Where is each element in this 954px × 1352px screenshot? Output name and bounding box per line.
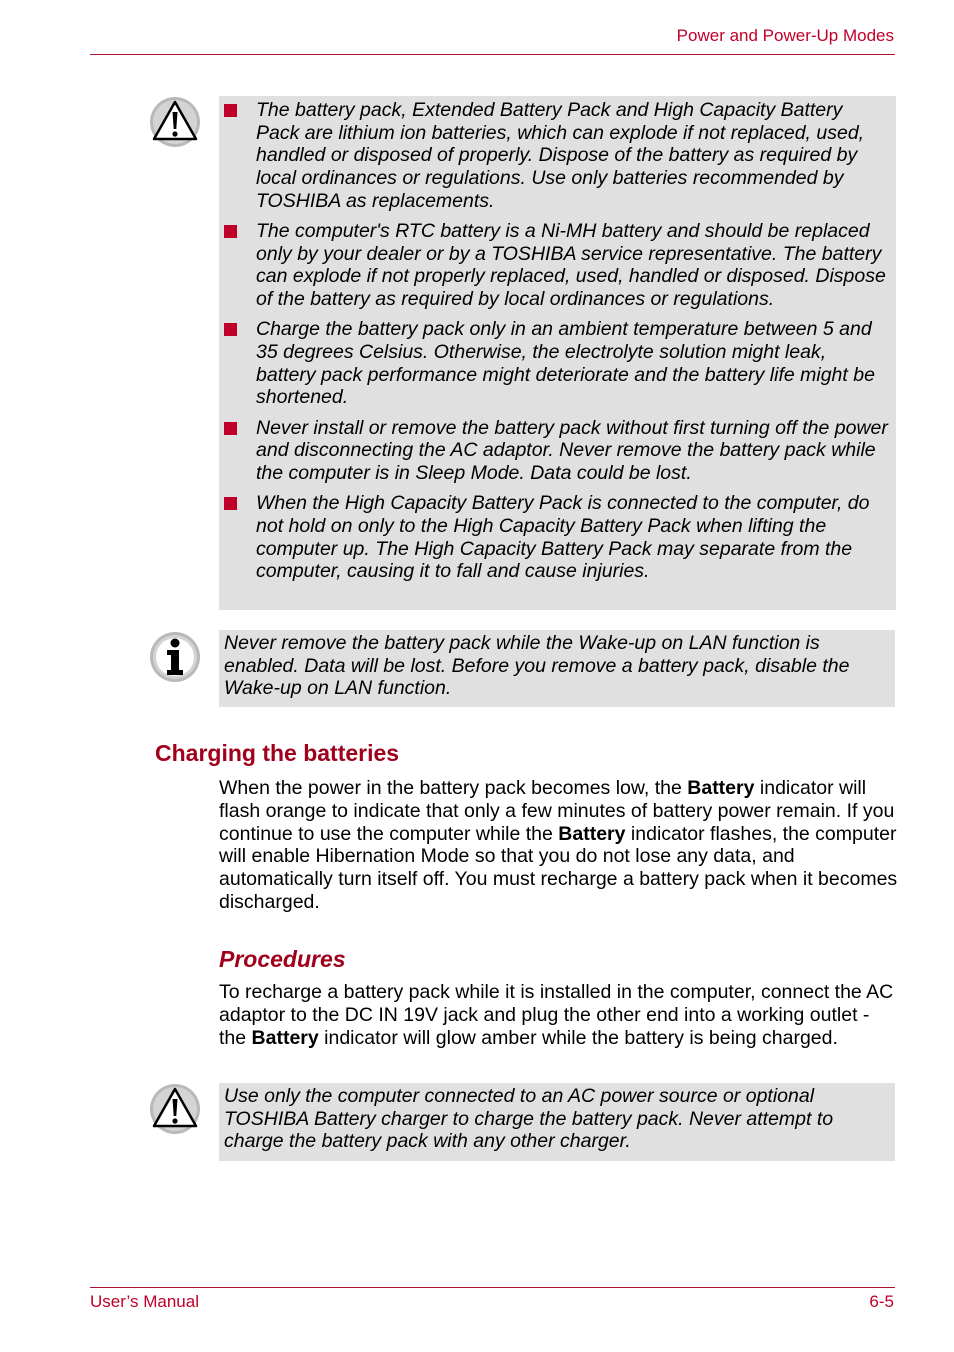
warning-bullet-text: The battery pack, Extended Battery Pack and High Capacity Battery Pack are lithium ion batteries, which can explode if not replaced, used, handled or disposed of properly. Dispose of the battery as required by local ordinances or regulations. Use only batteries recommended by TOSHIBA as replacements. [256, 99, 865, 212]
paragraph-text: indicator flashes, the computer will enable Hibernation Mode so that you do not lose any data, and automatically turn itself off. You must recharge a battery pack when it becomes discharged. [219, 822, 898, 913]
bullet-square-icon [224, 104, 237, 117]
battery-indicator-label: Battery [558, 822, 626, 845]
paragraph-text: When the power in the battery pack becomes low, the [219, 777, 688, 799]
bullet-square-icon [224, 323, 237, 336]
procedures-heading: Procedures [219, 946, 346, 972]
page-number: 6-5 [869, 1292, 894, 1311]
warning-note-text: Use only the computer connected to an AC power source or optional TOSHIBA Battery charger to charge the battery pack. Never attempt to charge the battery pack with any other charger. [224, 1085, 834, 1153]
warning-bullet-item [219, 417, 896, 485]
warning-bullet-item [219, 492, 896, 583]
warning-bullet-text: Charge the battery pack only in an ambient temperature between 5 and 35 degrees Celsius. Otherwise, the electrolyte solution might leak, battery pack performance might deteriorate and the battery life might be shortened. [256, 318, 875, 409]
warning-bullet-list [219, 99, 896, 591]
paragraph-text: To recharge a battery pack while it is installed in the computer, connect the AC adaptor to the DC IN 19V jack and plug the other end into a working outlet - the [219, 981, 894, 1049]
paragraph-text: indicator will flash orange to indicate that only a few minutes of battery power remain. If you continue to use the computer while the [219, 777, 895, 845]
warning-box-charger [219, 1083, 895, 1161]
warning-bullet-text: The computer's RTC battery is a Ni-MH battery and should be replaced only by your dealer or by a TOSHIBA service representative. The battery can explode if not properly replaced, used, handled or disposed. Dispose of the battery as required by local ordinances or regulations. [256, 220, 886, 311]
paragraph-text: indicator will glow amber while the battery is being charged. [318, 1026, 838, 1049]
warning-bullet-item [219, 220, 896, 311]
header-rule [90, 54, 895, 55]
bullet-square-icon [224, 225, 237, 238]
info-box-wake-on-lan [219, 630, 895, 707]
bullet-square-icon [224, 422, 237, 435]
footer-manual-title: User’s Manual [90, 1292, 199, 1311]
battery-indicator-label: Battery [251, 1026, 319, 1049]
info-icon [149, 631, 201, 683]
warning-bullet-text: When the High Capacity Battery Pack is connected to the computer, do not hold on only to the High Capacity Battery Pack when lifting the computer up. The High Capacity Battery Pack may separate from the computer, causing it to fall and cause injuries. [256, 492, 870, 583]
warning-bullet-item [219, 318, 896, 409]
running-header: Power and Power-Up Modes [676, 26, 894, 45]
charging-paragraph [219, 777, 899, 914]
warning-triangle-icon [149, 96, 201, 148]
warning-box-battery-safety [219, 96, 896, 610]
info-note-text: Never remove the battery pack while the Wake-up on LAN function is enabled. Data will be lost. Before you remove a battery pack, disable the Wake-up on LAN function. [224, 632, 850, 700]
section-heading: Charging the batteries [155, 740, 400, 766]
footer-rule [90, 1287, 895, 1288]
battery-indicator-label: Battery [687, 777, 755, 799]
warning-bullet-text: Never install or remove the battery pack without first turning off the power and disconnecting the AC adaptor. Never remove the battery pack while the computer is in Sleep Mode. Data could be lost. [256, 416, 888, 485]
procedures-paragraph [219, 981, 899, 1049]
bullet-square-icon [224, 497, 237, 510]
warning-bullet-item [219, 99, 896, 213]
warning-triangle-icon [149, 1083, 201, 1135]
